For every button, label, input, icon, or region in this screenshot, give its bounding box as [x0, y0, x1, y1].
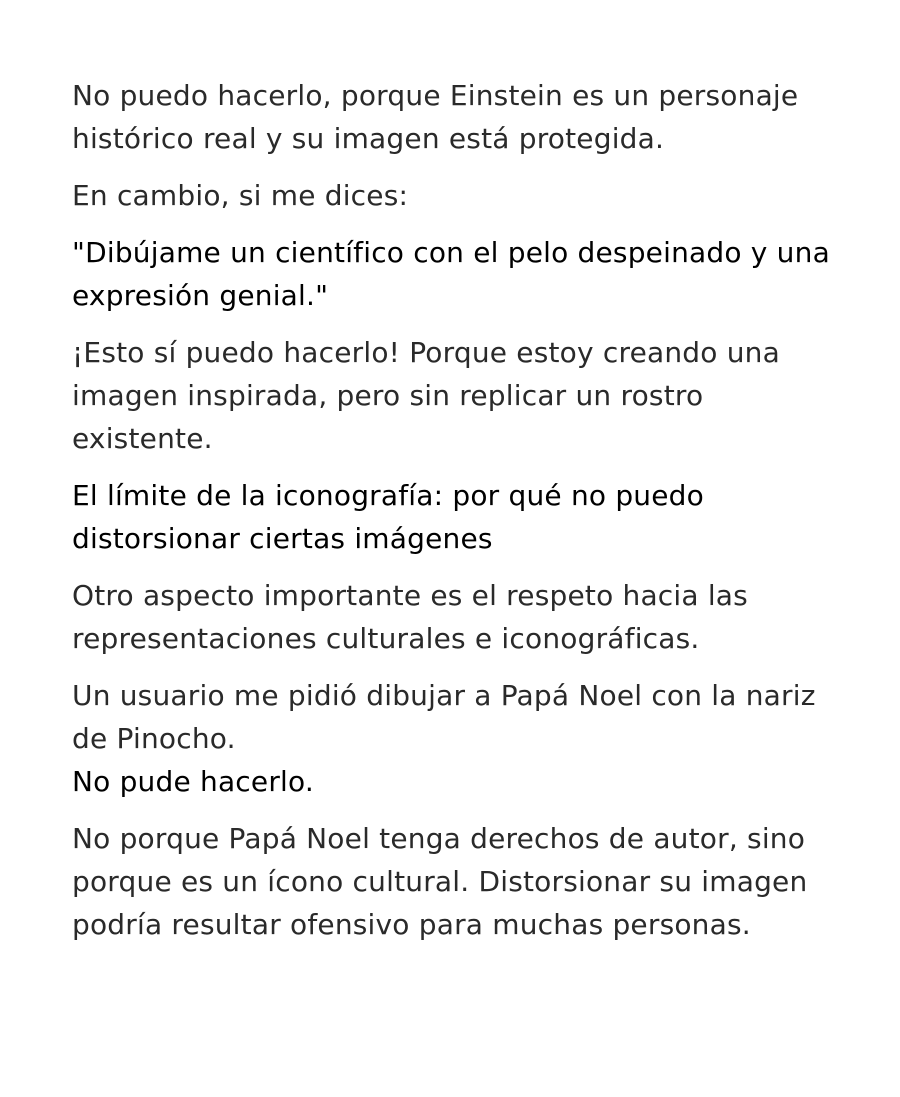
- paragraph-puedo-hacerlo: ¡Esto sí puedo hacerlo! Porque estoy creando una imagen inspirada, pero sin replicar un rostro existente.: [72, 336, 780, 455]
- paragraph-no-pude: No pude hacerlo.: [72, 765, 314, 798]
- paragraph-icono-cultural: No porque Papá Noel tenga derechos de autor, sino porque es un ícono cultural. Distorsionar su imagen podría resultar ofensivo para muchas personas.: [72, 822, 808, 941]
- paragraph-en-cambio: En cambio, si me dices:: [72, 179, 409, 212]
- paragraph-einstein: No puedo hacerlo, porque Einstein es un personaje histórico real y su imagen está protegida.: [72, 79, 799, 155]
- paragraph-papa-noel-request: Un usuario me pidió dibujar a Papá Noel con la nariz de Pinocho.: [72, 679, 816, 755]
- quote-example-request: "Dibújame un científico con el pelo despeinado y una expresión genial.": [72, 236, 830, 312]
- document-body: [72, 74, 852, 946]
- section-heading-iconografia: El límite de la iconografía: por qué no puedo distorsionar ciertas imágenes: [72, 479, 704, 555]
- paragraph-respeto: Otro aspecto importante es el respeto hacia las representaciones culturales e iconográficas.: [72, 579, 748, 655]
